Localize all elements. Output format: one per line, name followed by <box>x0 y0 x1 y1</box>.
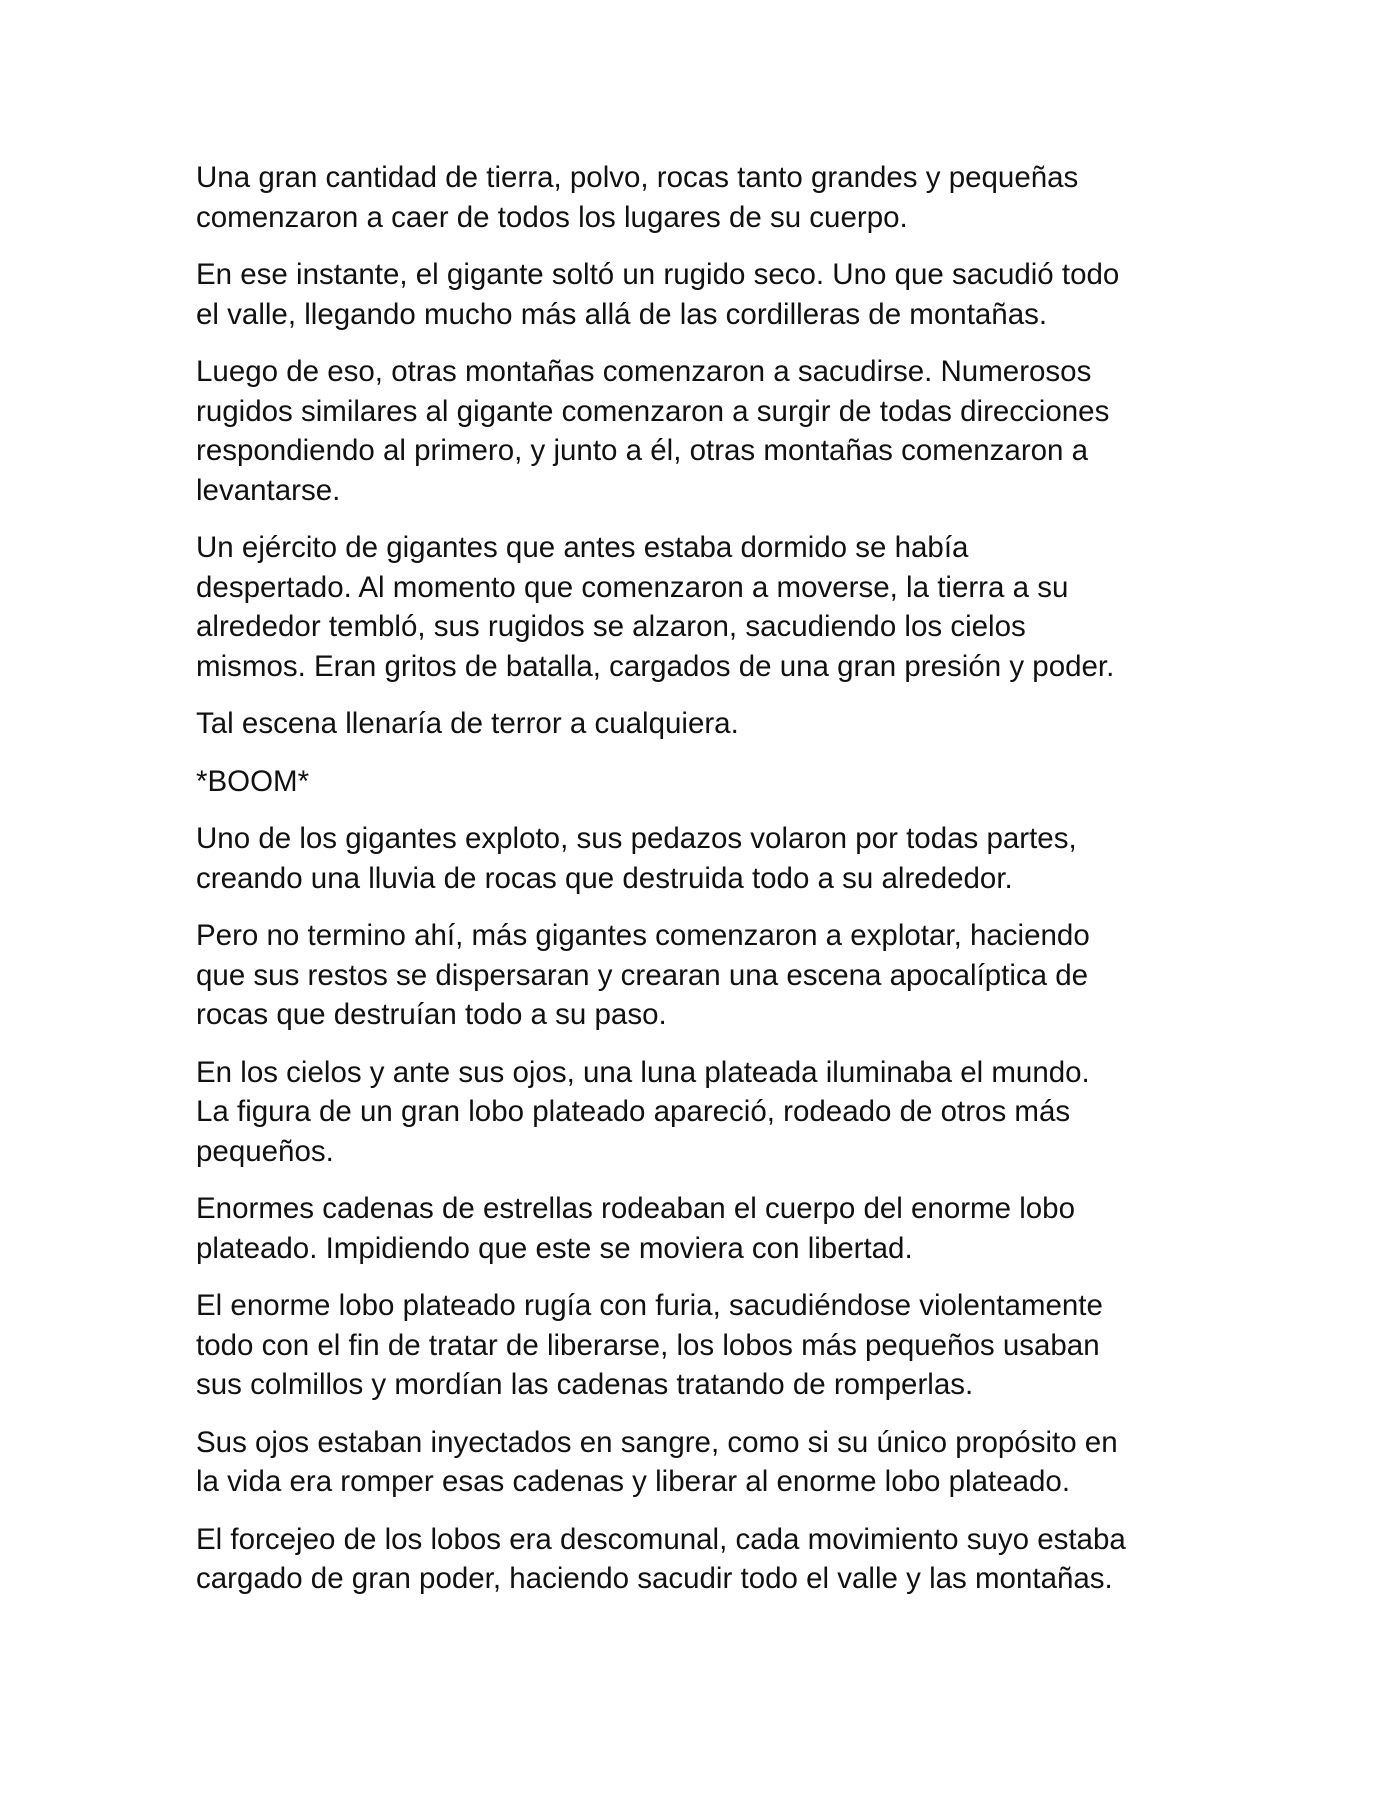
body-text <box>196 158 1236 1617</box>
paragraph <box>196 352 1236 510</box>
text-line: El enorme lobo plateado rugía con furia, sacudiéndose violentamente <box>196 1289 1103 1322</box>
text-line: creando una lluvia de rocas que destruida todo a su alrededor. <box>196 861 1013 895</box>
text-line: mismos. Eran gritos de batalla, cargados de una gran presión y poder. <box>196 649 1115 683</box>
text-line: alrededor tembló, sus rugidos se alzaron, sacudiendo los cielos <box>196 610 1026 643</box>
text-line: comenzaron a caer de todos los lugares de su cuerpo. <box>196 200 908 234</box>
text-line: levantarse. <box>196 473 341 507</box>
text-line: Luego de eso, otras montañas comenzaron a sacudirse. Numerosos <box>196 355 1092 388</box>
paragraph <box>196 916 1236 1035</box>
paragraph <box>196 158 1236 237</box>
paragraph <box>196 1053 1236 1172</box>
text-line: El forcejeo de los lobos era descomunal, cada movimiento suyo estaba <box>196 1522 1126 1556</box>
text-line: Tal escena llenaría de terror a cualquiera. <box>196 707 739 740</box>
text-line: Un ejército de gigantes que antes estaba dormido se había <box>196 531 969 564</box>
text-line: En los cielos y ante sus ojos, una luna plateada iluminaba el mundo. <box>196 1055 1090 1089</box>
text-line: despertado. Al momento que comenzaron a moverse, la tierra a su <box>196 570 1069 604</box>
text-line: rugidos similares al gigante comenzaron a surgir de todas direcciones <box>196 394 1110 428</box>
paragraph <box>196 819 1236 898</box>
text-line: *BOOM* <box>196 764 310 798</box>
text-line: cargado de gran poder, haciendo sacudir todo el valle y las montañas. <box>196 1562 1113 1595</box>
paragraph <box>196 1423 1236 1502</box>
text-line: todo con el fin de tratar de liberarse, los lobos más pequeños usaban <box>196 1328 1100 1362</box>
text-line: plateado. Impidiendo que este se moviera con libertad. <box>196 1231 913 1265</box>
paragraph <box>196 528 1236 686</box>
text-line: respondiendo al primero, y junto a él, otras montañas comenzaron a <box>196 434 1089 467</box>
paragraph <box>196 762 1236 802</box>
text-line: pequeños. <box>196 1134 334 1168</box>
paragraph <box>196 704 1236 744</box>
paragraph <box>196 255 1236 334</box>
paragraph <box>196 1520 1236 1599</box>
text-line: Enormes cadenas de estrellas rodeaban el cuerpo del enorme lobo <box>196 1192 1075 1225</box>
text-line: rocas que destruían todo a su paso. <box>196 998 667 1031</box>
text-line: Pero no termino ahí, más gigantes comenzaron a explotar, haciendo <box>196 919 1090 952</box>
text-line: la vida era romper esas cadenas y liberar al enorme lobo plateado. <box>196 1465 1071 1498</box>
text-line: el valle, llegando mucho más allá de las cordilleras de montañas. <box>196 297 1048 331</box>
text-line: En ese instante, el gigante soltó un rugido seco. Uno que sacudió todo <box>196 258 1120 291</box>
text-line: Una gran cantidad de tierra, polvo, rocas tanto grandes y pequeñas <box>196 161 1079 194</box>
text-line: que sus restos se dispersaran y crearan una escena apocalíptica de <box>196 958 1089 992</box>
paragraph <box>196 1189 1236 1268</box>
text-line: Sus ojos estaban inyectados en sangre, como si su único propósito en <box>196 1425 1118 1459</box>
paragraph <box>196 1286 1236 1405</box>
text-line: sus colmillos y mordían las cadenas tratando de romperlas. <box>196 1368 974 1401</box>
text-line: Uno de los gigantes exploto, sus pedazos volaron por todas partes, <box>196 822 1077 855</box>
text-line: La figura de un gran lobo plateado apareció, rodeado de otros más <box>196 1095 1071 1128</box>
